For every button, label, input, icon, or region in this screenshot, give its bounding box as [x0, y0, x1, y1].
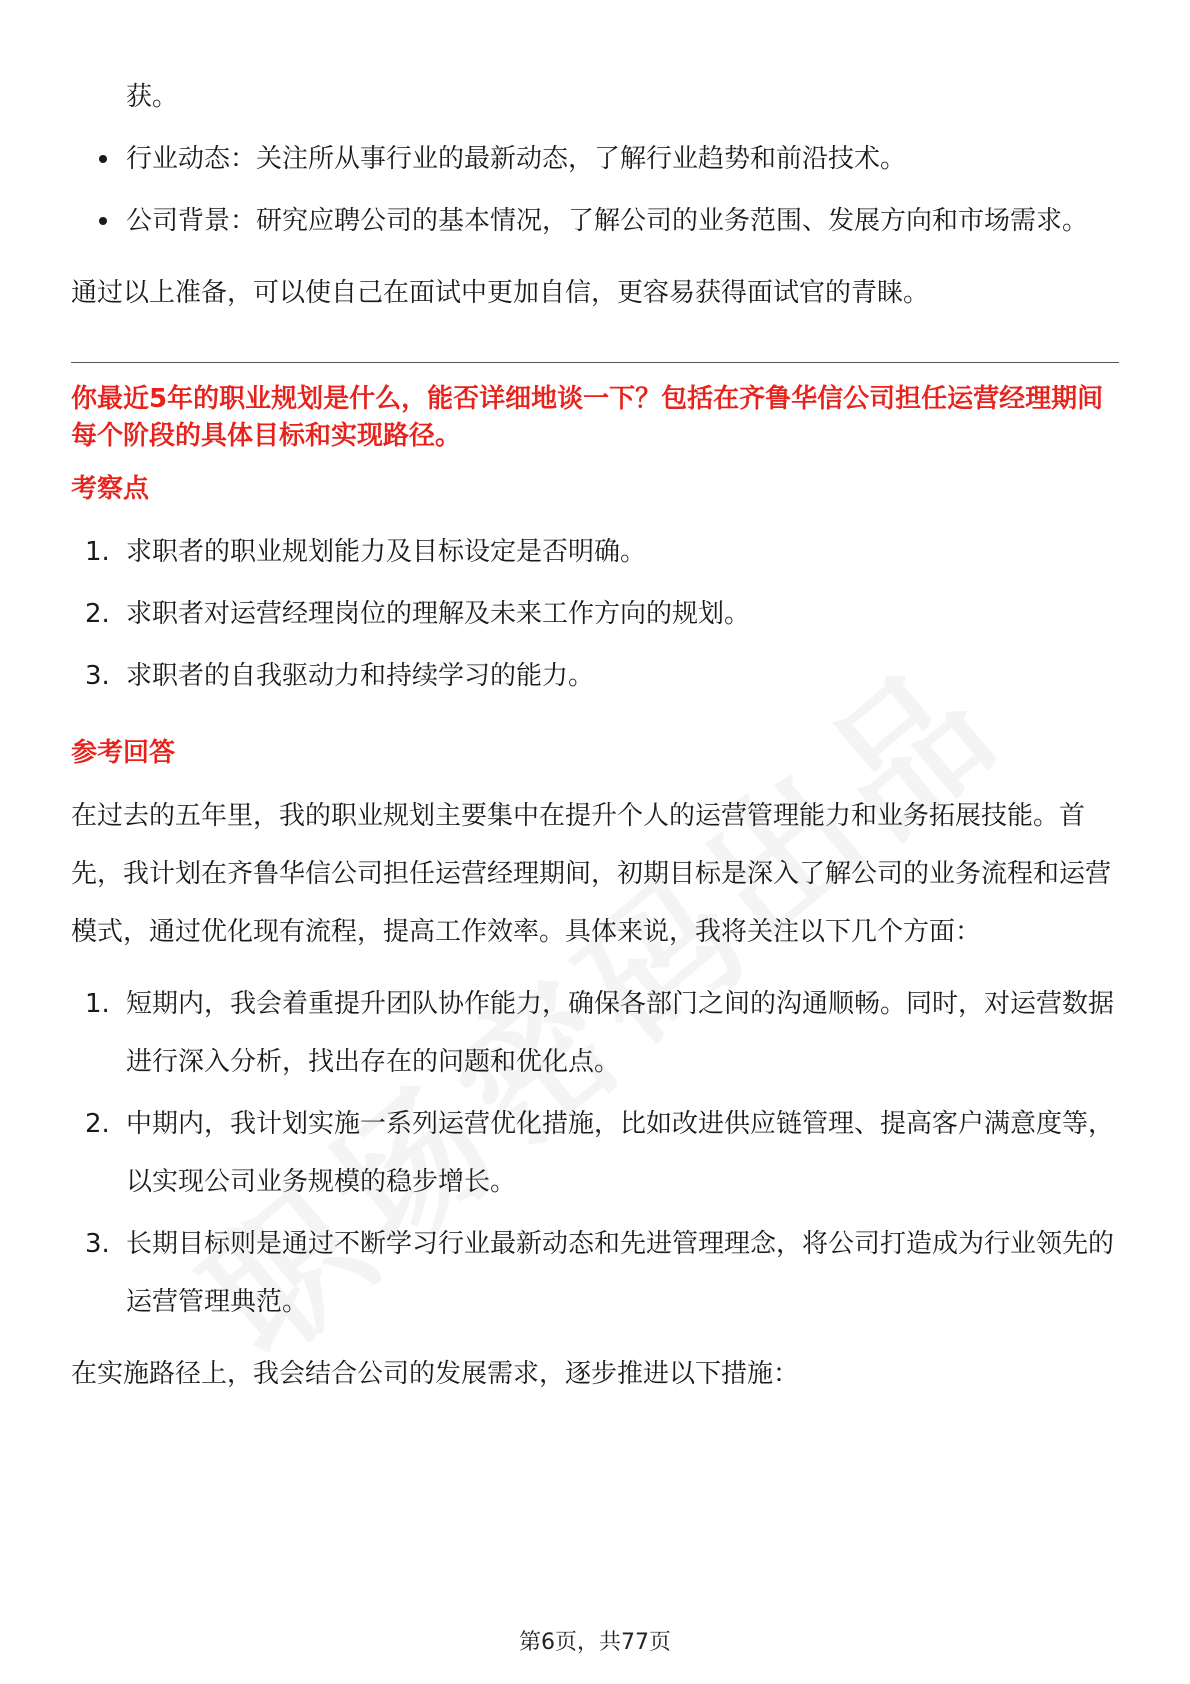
point-item: 2. 求职者对运营经理岗位的理解及未来工作方向的规划。: [85, 599, 751, 629]
bullet-item: 公司背景：研究应聘公司的基本情况，了解公司的业务范围、发展方向和市场需求。: [71, 192, 1119, 250]
question-heading: 你最近5年的职业规划是什么，能否详细地谈一下？包括在齐鲁华信公司担任运营经理期间每个阶段的具体目标和实现路径。: [71, 384, 1104, 451]
answer-item: 2. 中期内，我计划实施一系列运营优化措施，比如改进供应链管理、提高客户满意度等，以实现公司业务规模的稳步增长。: [85, 1109, 1115, 1197]
summary-paragraph: 通过以上准备，可以使自己在面试中更加自信，更容易获得面试官的青睐。: [71, 278, 930, 308]
section-divider: [71, 362, 1119, 363]
page-content: [71, 68, 1119, 1403]
bullet-dot-icon: [99, 217, 107, 225]
point-item: 3. 求职者的自我驱动力和持续学习的能力。: [85, 661, 595, 691]
bullet-continuation: 获。: [126, 82, 179, 112]
answer-item: 1. 短期内，我会着重提升团队协作能力，确保各部门之间的沟通顺畅。同时，对运营数据进行深入分析，找出存在的问题和优化点。: [85, 989, 1115, 1077]
bullet-item: 行业动态：关注所从事行业的最新动态，了解行业趋势和前沿技术。: [71, 130, 1119, 188]
page-footer: 第6页，共77页: [519, 1630, 671, 1655]
answer-item: 3. 长期目标则是通过不断学习行业最新动态和先进管理理念，将公司打造成为行业领先的运营管理典范。: [85, 1229, 1115, 1317]
answer-title: 参考回答: [71, 738, 176, 768]
answer-intro-paragraph: 在过去的五年里，我的职业规划主要集中在提升个人的运营管理能力和业务拓展技能。首先，我计划在齐鲁华信公司担任运营经理期间，初期目标是深入了解公司的业务流程和运营模式，通过优化现有流程，提高工作效率。具体来说，我将关注以下几个方面：: [71, 801, 1112, 947]
point-item: 1. 求职者的职业规划能力及目标设定是否明确。: [85, 537, 647, 567]
answer-outro-paragraph: 在实施路径上，我会结合公司的发展需求，逐步推进以下措施：: [71, 1359, 800, 1389]
points-title: 考察点: [71, 474, 150, 504]
bullet-dot-icon: [99, 155, 107, 163]
